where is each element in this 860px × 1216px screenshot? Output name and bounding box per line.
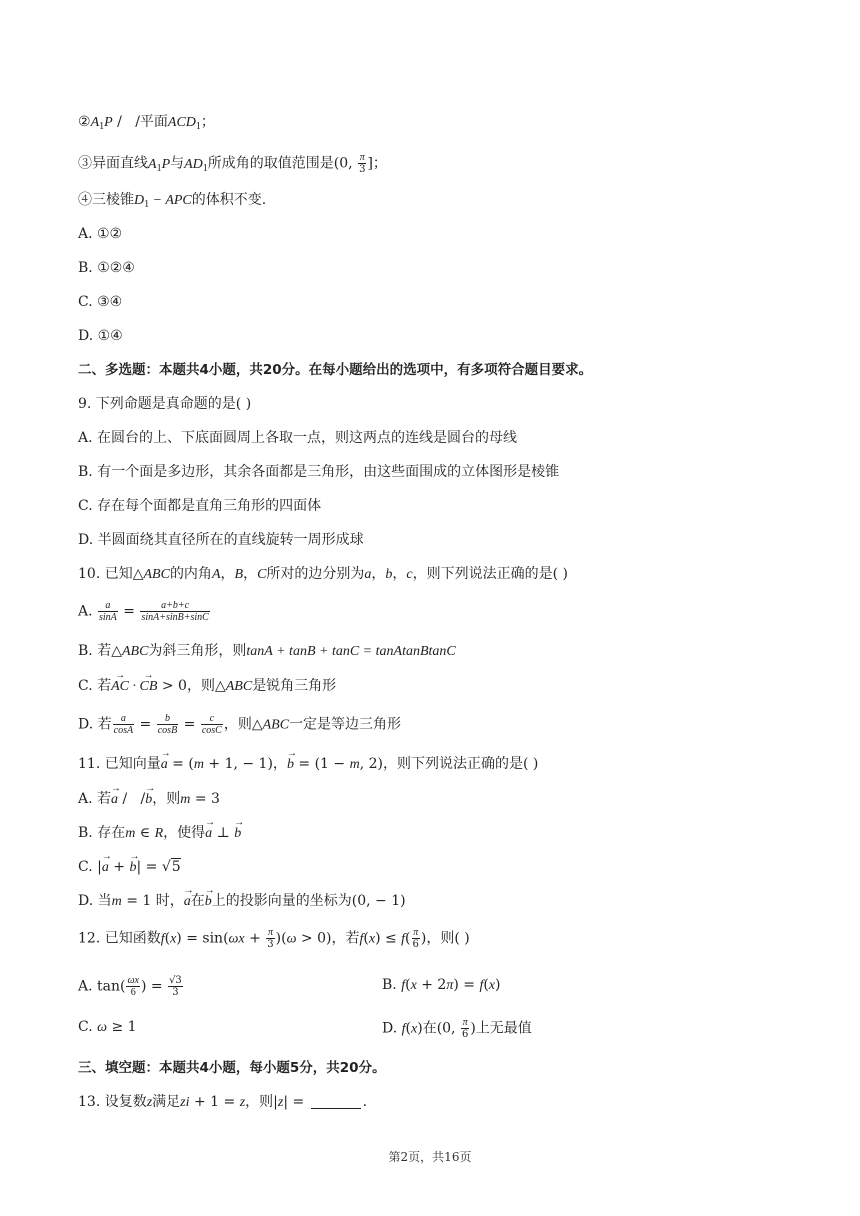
q9-option-c: C. 存在每个面都是直角三角形的四面体 <box>78 498 322 514</box>
q13-stem-4: . <box>362 1094 368 1110</box>
q10-option-a: A. $\frac{a}{\sin A}$ = $\frac{a+b+c}{\sin A+\sin B+\sin C}$ <box>78 600 209 623</box>
statement-3-range-text: 所成角的取值范围是 <box>207 155 334 172</box>
q10-d-3: 一定是等边三角形 <box>289 716 402 733</box>
page-footer: 第2页，共16页 <box>388 1150 472 1164</box>
q10-d-2: ，则△ <box>223 716 263 733</box>
q11-a-2: ，则 <box>152 791 181 807</box>
q13-stem-1: 13. 设复数 <box>78 1094 147 1110</box>
q9-option-b: B. 有一个面是多边形，其余各面都是三角形，由这些面围成的立体图形是棱锥 <box>78 464 560 480</box>
q11-option-c: C. |→ a + → b| = √5 <box>78 857 181 878</box>
q8-option-b: B. ①②④ <box>78 260 135 276</box>
q10-c-3: 是锐角三角形 <box>252 678 337 694</box>
q12-option-c: C. ω ≥ 1 <box>78 1019 137 1035</box>
q8-option-a: A. ①② <box>78 226 123 242</box>
q12-option-a: A. tan( $\frac{\omega x}{6}$ ) = $\frac{√3}{3}$ <box>78 975 182 998</box>
q10-b-1: B. 若△ <box>78 643 122 659</box>
statement-2: $②A_1P$ / /平面$ACD_1$； <box>78 114 215 132</box>
q10-stem-3: 所对的边分别为 <box>266 566 365 582</box>
statement-3-and: 与 <box>170 155 185 172</box>
q11-b-1: B. 存在 <box>78 825 126 841</box>
q12-stem-2: ，若 <box>331 930 360 947</box>
q11-stem: 11. 已知向量→ a = (m + 1, − 1)，→ b = (1 − m, 2)，则下列说法正确的是( ) <box>78 754 538 775</box>
statement-4-text: ④三棱锥 <box>78 192 134 208</box>
plane-text: 平面 <box>139 114 168 130</box>
statement-4: ④三棱锥$D_1$ − APC的体积不变. <box>78 192 267 210</box>
q10-option-b: B. 若△ABC为斜三角形，则tanA + tanB + tanC = tanAtanBtanC <box>78 643 456 659</box>
q11-option-d: D. 当m = 1 时，→ a在→ b上的投影向量的坐标为(0, − 1) <box>78 891 406 912</box>
q8-option-d: D. ①④ <box>78 328 123 344</box>
q12-d-label: D. <box>382 1020 402 1037</box>
q10-c-2: ，则△ <box>186 678 226 694</box>
q10-stem-1: 10. 已知△ <box>78 566 144 582</box>
q11-b-2: ，使得 <box>163 825 206 841</box>
q11-stem-2: ，则下列说法正确的是( ) <box>382 756 539 772</box>
q12-c-label: C. <box>78 1019 98 1035</box>
q9-option-d: D. 半圆面绕其直径所在的直线旋转一周形成球 <box>78 532 364 548</box>
q11-d-3: 在 <box>190 893 205 909</box>
q10-d-1: D. 若 <box>78 716 112 733</box>
q11-d-1: D. 当 <box>78 893 112 909</box>
q12-stem-3: ，则( ) <box>426 930 470 947</box>
q12-option-b: B. f(x + 2π) = f(x) <box>382 977 501 993</box>
statement-3: ③异面直线$A_1P$与$AD_1$所成角的取值范围是(0, $\frac{\pi}{3}$ ]； <box>78 152 387 175</box>
q10-stem: 10. 已知△ABC的内角A，B，C所对的边分别为a，b，c，则下列说法正确的是( ) <box>78 566 568 582</box>
q11-c-1: C. <box>78 859 98 875</box>
q11-d-4: 上的投影向量的坐标为 <box>211 893 352 909</box>
q12-stem: 12. 已知函数f(x) = sin(ωx + $\frac{\pi}{3}$ )(ω > 0)，若f(x) ≤ f( $\frac{\pi}{6}$ )，则( ) <box>78 927 470 950</box>
q11-a-1: A. 若 <box>78 791 112 807</box>
q13-stem: 13. 设复数z满足zi + 1 = z，则|z| = . <box>78 1094 368 1110</box>
q12-option-d: D. f(x)在(0, $\frac{\pi}{6}$ )上无最值 <box>382 1017 532 1040</box>
q10-option-d: D. 若 $\frac{a}{\cos A}$ = $\frac{b}{\cos B}$ = $\frac{c}{\cos C}$ ，则△ABC一定是等边三角形 <box>78 713 402 736</box>
q13-stem-2: 满足 <box>152 1094 181 1110</box>
q11-option-b: B. 存在m ∈ R，使得→ a ⊥ → b <box>78 823 241 844</box>
section-3-heading: 三、填空题：本题共4小题，每小题5分，共20分。 <box>78 1060 386 1076</box>
q10-stem-4: ，则下列说法正确的是( ) <box>412 566 568 582</box>
q8-option-c: C. ③④ <box>78 294 123 310</box>
q10-b-2: 为斜三角形，则 <box>148 643 247 659</box>
q12-stem-1: 12. 已知函数 <box>78 930 161 947</box>
q12-b-label: B. <box>382 977 402 993</box>
statement-4-end: 的体积不变. <box>191 192 267 208</box>
answer-blank[interactable] <box>311 1096 361 1109</box>
q11-option-a: A. 若→ a / /→ b，则m = 3 <box>78 789 220 810</box>
q12-d-2: 在 <box>422 1020 437 1037</box>
q10-option-c: C. 若→ AC · → CB > 0，则△ABC是锐角三角形 <box>78 676 336 697</box>
q12-d-3: 上无最值 <box>475 1020 532 1037</box>
section-2-heading: 二、多选题：本题共4小题，共20分。在每小题给出的选项中，有多项符合题目要求。 <box>78 362 593 378</box>
q13-stem-3: ，则 <box>245 1094 274 1110</box>
q9-stem: 9. 下列命题是真命题的是( ) <box>78 396 252 412</box>
q11-stem-1: 11. 已知向量 <box>78 756 161 772</box>
q10-c-1: C. 若 <box>78 678 112 694</box>
statement-3-text: ③异面直线 <box>78 155 148 172</box>
q9-option-a: A. 在圆台的上、下底面圆周上各取一点，则这两点的连线是圆台的母线 <box>78 430 518 446</box>
q12-a-label: A. <box>78 978 98 995</box>
q11-d-2: 时， <box>155 893 184 909</box>
circled-2: ② <box>78 114 91 130</box>
q10-stem-2: 的内角 <box>169 566 212 582</box>
